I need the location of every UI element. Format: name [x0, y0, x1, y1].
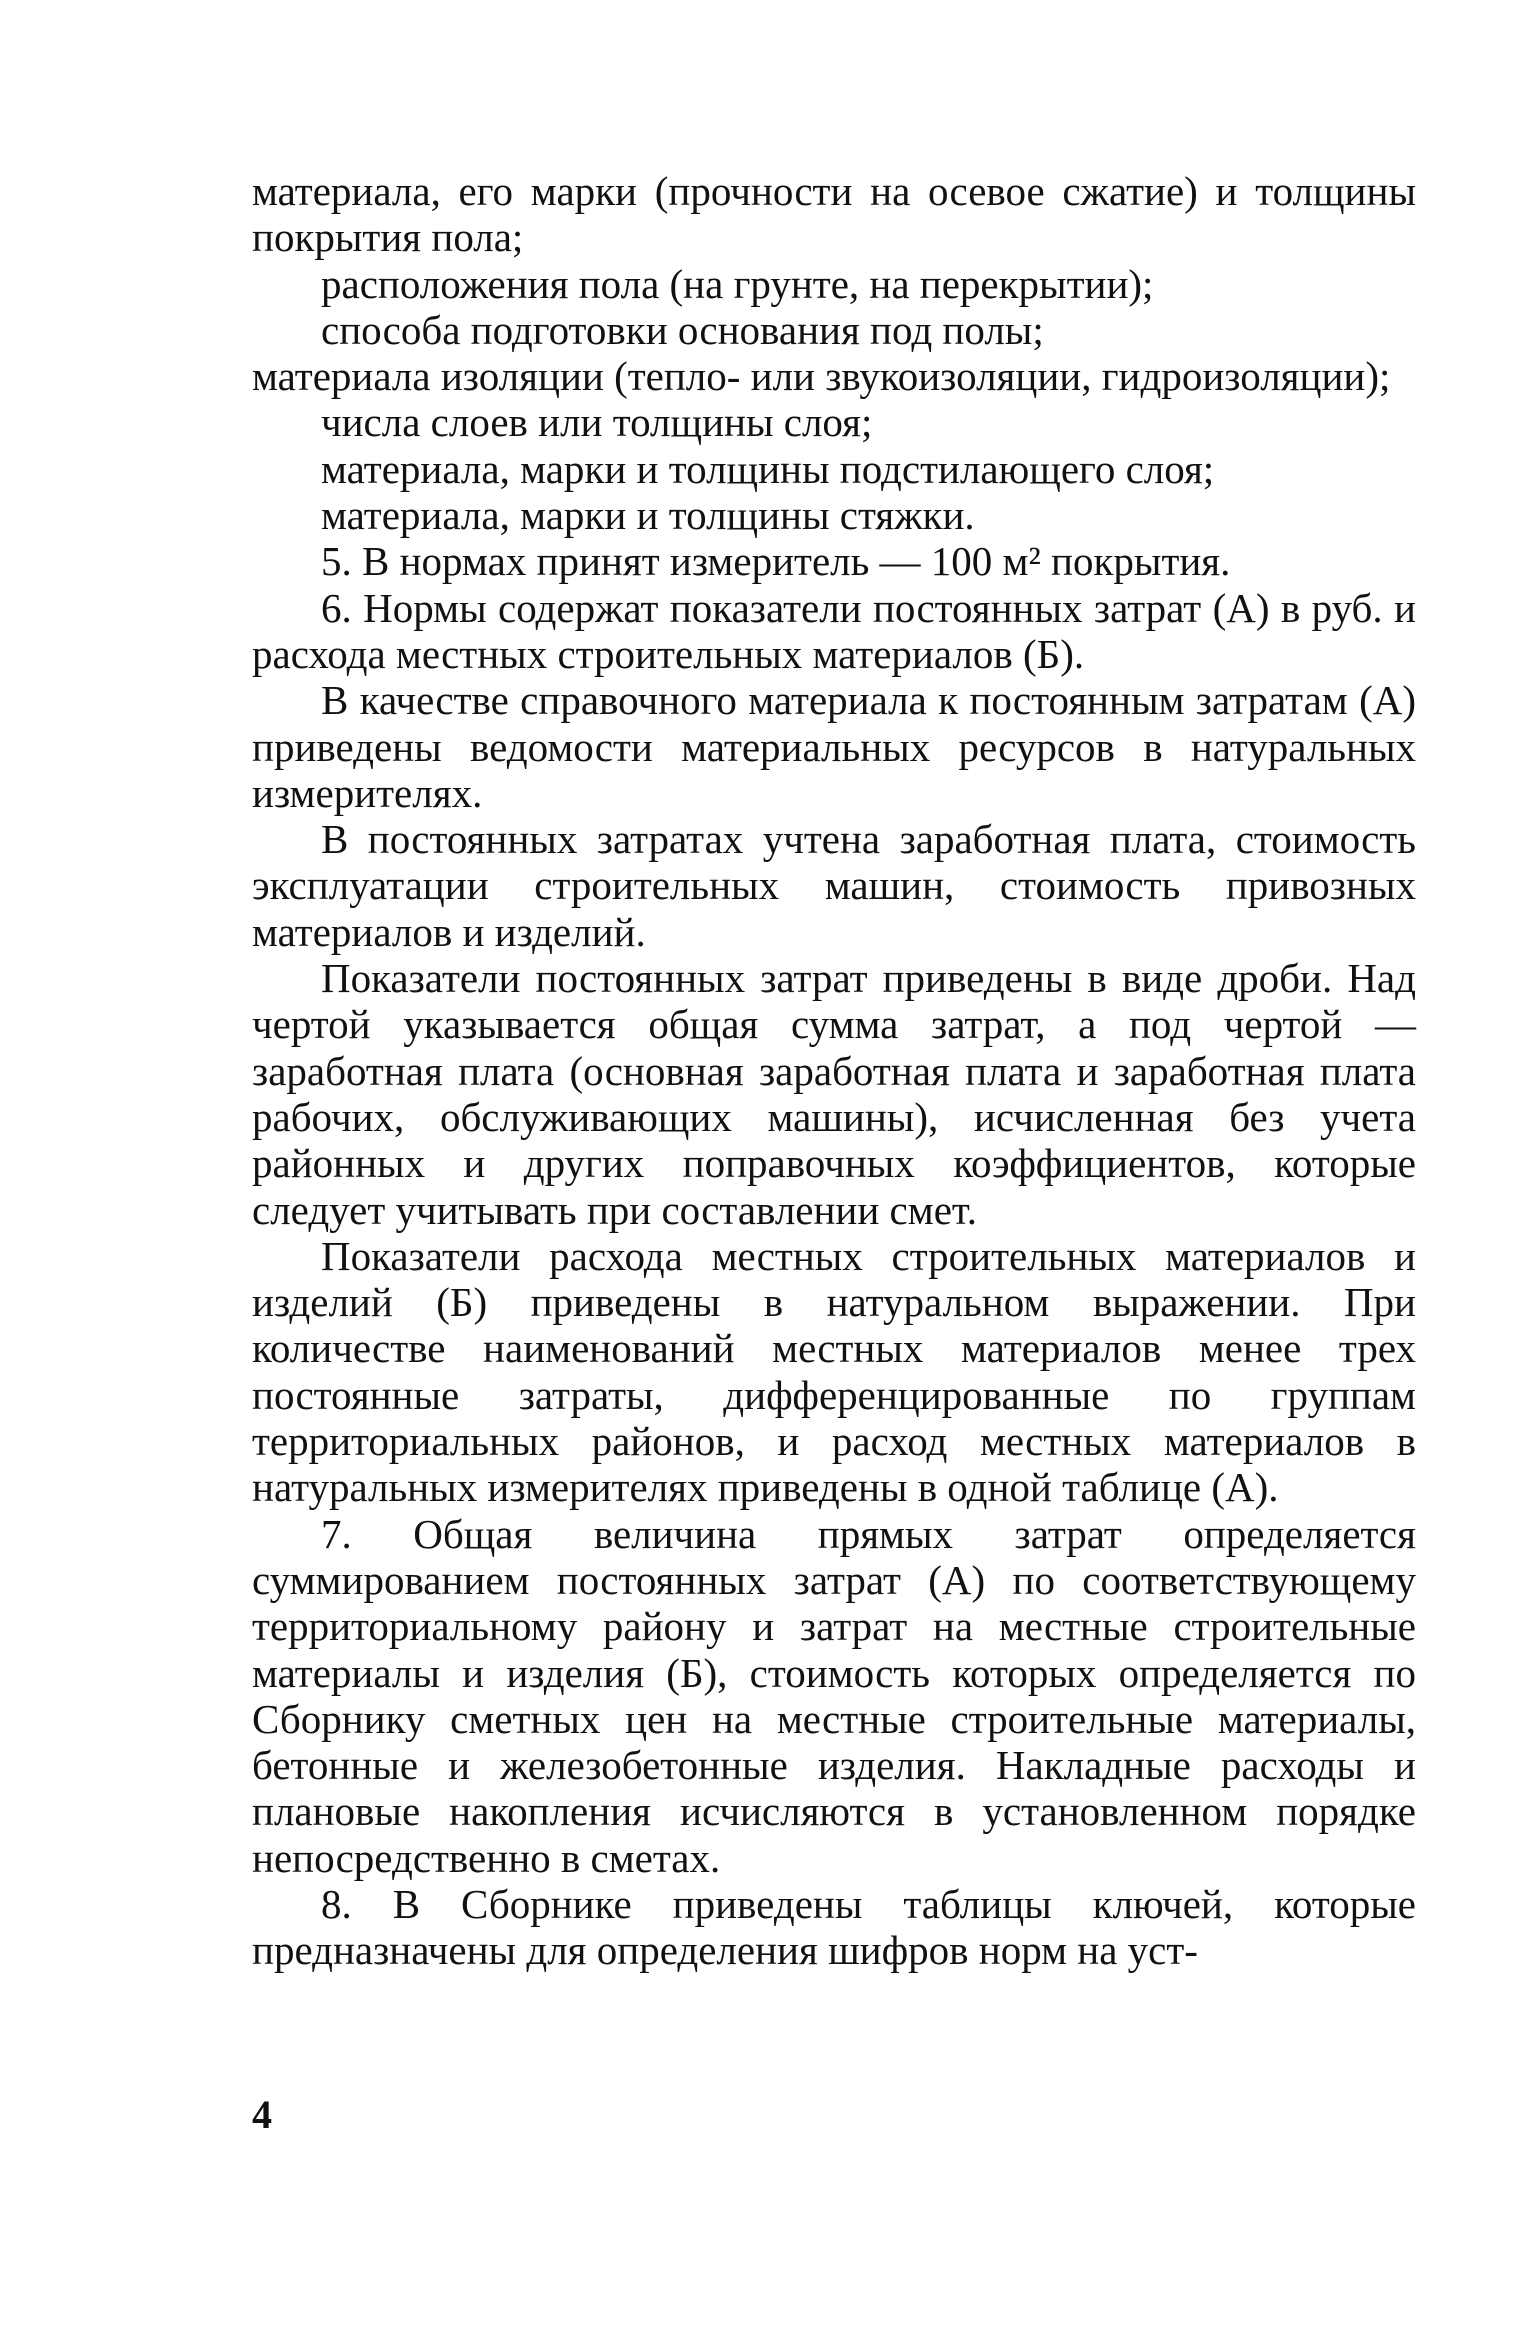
- paragraph-6-norms-content: 6. Нормы содержат показатели постоянных затрат (А) в руб. и расхода местных строительных материалов (Б).: [252, 584, 1416, 677]
- list-item-floor-location: расположения пола (на грунте, на перекрытии);: [321, 260, 1154, 307]
- paragraph-5-measure-unit: 5. В нормах принят измеритель — 100 м² покрытия.: [321, 538, 1231, 585]
- list-item-insulation-material: материала изоляции (тепло- или звукоизоляции, гидроизоляции);: [252, 353, 1391, 400]
- list-item-layer-count: числа слоев или толщины слоя;: [321, 399, 873, 446]
- paragraph-7-direct-costs: 7. Общая величина прямых затрат определяется суммированием постоянных затрат (А) по соответствующему территориальному району и затрат на местные строительные материалы и изделия (Б), стоимость которых определяется по Сборнику сметных цен на местные строительные материалы, бетонные и железобетонные изделия. Накладные расходы и плановые накопления исчисляются в установленном порядке непосредственно в сметах.: [252, 1510, 1416, 1881]
- list-item-underlayer: материала, марки и толщины подстилающего слоя;: [321, 445, 1215, 492]
- page-number: 4: [252, 2092, 272, 2137]
- list-item-screed: материала, марки и толщины стяжки.: [321, 492, 975, 539]
- paragraph-continuation: материала, его марки (прочности на осевое сжатие) и толщины покрытия пола;: [252, 168, 1416, 261]
- paragraph-cost-fraction: Показатели постоянных затрат приведены в виде дроби. Над чертой указывается общая сумма затрат, а под чертой — заработная плата (основная заработная плата и заработная плата рабочих, обслуживающих машины), исчисленная без учета районных и других поправочных коэффициентов, которые следует учитывать при составлении смет.: [252, 955, 1416, 1233]
- body-text: [252, 168, 1416, 1974]
- paragraph-constant-costs: В постоянных затратах учтена заработная плата, стоимость эксплуатации строительных машин, стоимость привозных материалов и изделий.: [252, 816, 1416, 955]
- paragraph-reference-material: В качестве справочного материала к постоянным затратам (А) приведены ведомости материальных ресурсов в натуральных измерителях.: [252, 677, 1416, 816]
- paragraph-local-materials: Показатели расхода местных строительных материалов и изделий (Б) приведены в натуральном выражении. При количестве наименований местных материалов менее трех постоянные затраты, дифференцированные по группам территориальных районов, и расход местных материалов в натуральных измерителях приведены в одной таблице (А).: [252, 1232, 1416, 1511]
- paragraph-8-key-tables: 8. В Сборнике приведены таблицы ключей, которые предназначены для определения шифров норм на уст-: [252, 1880, 1416, 1974]
- list-item-base-preparation: способа подготовки основания под полы;: [321, 306, 1044, 353]
